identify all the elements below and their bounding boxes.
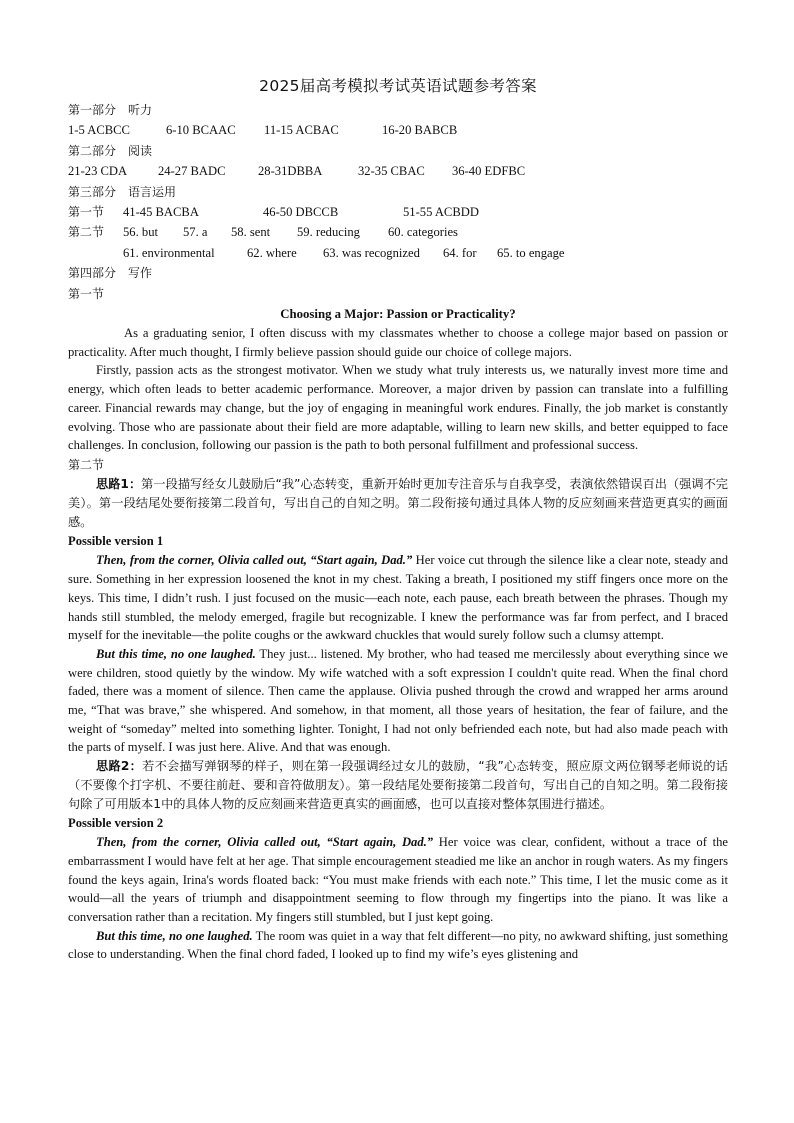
answer-group: 6-10 BCAAC (166, 123, 236, 138)
answer-group: 28-31DBBA (258, 164, 323, 179)
part2-heading: 第二部分 阅读 (68, 143, 153, 158)
part3-heading: 第三部分 语言运用 (68, 184, 177, 199)
answer-item: 64. for (443, 245, 477, 260)
answer-item: 65. to engage (497, 245, 565, 260)
idea-text: 若不会描写弹钢琴的样子，则在第一段强调经过女儿的鼓励，“我”心态转变，照应原文两位钢琴老师说的话（不要像个打字机、不要往前赶、要和音符做朋友）。第一段结尾处要衔接第二段首句，写出自己的自知之明。第二段衔接句除了可用版本1中的具体人物的反应刻画来营造更真实的画面感，也可以直接对整体氛围进行描述。 (68, 759, 728, 812)
story-paragraph (68, 833, 728, 927)
essay-paragraph: Firstly, passion acts as the strongest motivator. When we study what truly interests us, we naturally invest more time and energy, which often leads to better academic performance. Moreover, a major driven by passion can translate into a fulfilling career. Financial rewards may change, but the joy of engaging in meaningful work endures. Finally, the job market is constantly evolving. Those who are passionate about their field are more adaptable, willing to learn new skills, and better equipped to face challenges. In conclusion, following our passion is the path to both personal fulfillment and professional success. (68, 363, 728, 453)
part3-section1 (68, 202, 728, 222)
answer-key-page (68, 74, 728, 964)
answer-group: 51-55 ACBDD (403, 205, 479, 220)
paragraph-body: Her voice was clear, confident, without a trace of the embarrassment I would have felt at her age. That simple encouragement steadied me like an anchor in rough waters. As my fingers found the keys again, Irina's words floated back: “You must make friends with each note.” This time, I let the music come as it would—all the years of triumph and disappointment seeming to flow through my fingertips into the piano. It was like a conversation rather than a recitation. My fingers still stumbled, but I just kept going. (68, 835, 728, 924)
answer-item: 63. was recognized (323, 245, 420, 260)
idea-text: 第一段描写经女儿鼓励后“我”心态转变，重新开始时更加专注音乐与自我享受，表演依然错误百出（强调不完美）。第一段结尾处要衔接第二段首句，写出自己的自知之明。第二段衔接句通过具体人物的反应刻画来营造更真实的画面感。 (68, 477, 728, 530)
idea-note (68, 475, 728, 532)
section-label: 第二节 (68, 457, 105, 472)
part2-answers (68, 161, 728, 181)
answer-group: 36-40 EDFBC (452, 164, 526, 179)
essay-paragraph: As a graduating senior, I often discuss with my classmates whether to choose a college major based on passion or practicality. After much thought, I firmly believe passion should guide our choice of college majors. (68, 326, 728, 359)
answer-group: 1-5 ACBCC (68, 123, 130, 138)
answer-item: 58. sent (231, 225, 271, 240)
version-label: Possible version 2 (68, 816, 164, 831)
section-label: 第一节 (68, 286, 105, 301)
answer-item: 60. categories (388, 225, 458, 240)
answer-group: 16-20 BABCB (382, 123, 458, 138)
answer-item: 61. environmental (123, 245, 215, 260)
answer-item: 57. a (183, 225, 208, 240)
paragraph-body: They just... listened. My brother, who had teased me mercilessly about everything since we were children, stood quietly by the window. My wife watched with a soft expression I couldn't quite read. When the final chord faded, there was a moment of silence. Then came the applause. Olivia pushed through the crowd and wrapped her arms around me, “That was brave,” she whispered. And somehow, in that moment, all those years of hesitation, the fear of failure, and the weight of “someday” melted into something lighter. Tonight, I had not only befriended each note, but had also made peach with the parts of myself. I was just here. Alive. And that was enough. (68, 646, 728, 755)
story-paragraph (68, 645, 728, 757)
section-label: 第一节 (68, 205, 105, 220)
paragraph-body: Her voice cut through the silence like a clear note, steady and sure. Something in her expression loosened the knot in my chest. Taking a breath, I positioned my stiff fingers once more on the keys. This time, I didn’t rush. I just focused on the music—each note, each pause, each breath between the phrases. Though my hands still stumbled, the melody emerged, fragile but recognizable. I knew the performance was far from perfect, and I braced myself for the inevitable—the polite coughs or the awkward chuckles that would surely follow such a clumsy attempt. (68, 553, 728, 643)
lead-sentence: Then, from the corner, Olivia called out, “Start again, Dad.” (96, 835, 434, 850)
part4-heading: 第四部分 写作 (68, 266, 153, 281)
answer-item: 62. where (247, 245, 297, 260)
answer-group: 24-27 BADC (158, 164, 226, 179)
part3-section2-row2 (68, 243, 728, 263)
part1-heading: 第一部分 听力 (68, 103, 153, 117)
idea-note (68, 757, 728, 814)
lead-sentence: But this time, no one laughed. (96, 646, 256, 661)
answer-group: 46-50 DBCCB (263, 205, 339, 220)
answer-group: 21-23 CDA (68, 164, 128, 179)
idea-label: 思路1： (96, 477, 142, 492)
lead-sentence: Then, from the corner, Olivia called out, “Start again, Dad.” (96, 553, 413, 568)
story-paragraph (68, 927, 728, 964)
answer-group: 32-35 CBAC (358, 164, 425, 179)
essay-title: Choosing a Major: Passion or Practicality? (280, 307, 516, 322)
page-title: 2025届高考模拟考试英语试题参考答案 (259, 77, 537, 95)
answer-group: 11-15 ACBAC (264, 123, 339, 138)
story-paragraph (68, 551, 728, 645)
idea-label: 思路2： (96, 759, 143, 774)
paragraph-body: The room was quiet in a way that felt different—no pity, no awkward shifting, just something close to understanding. When the final chord faded, I looked up to find my wife’s eyes glistening and (68, 928, 728, 962)
version-label: Possible version 1 (68, 534, 164, 549)
answer-group: 41-45 BACBA (123, 205, 199, 220)
lead-sentence: But this time, no one laughed. (96, 928, 253, 943)
part1-answers (68, 120, 728, 140)
answer-item: 56. but (123, 225, 158, 240)
section-label: 第二节 (68, 225, 105, 240)
part3-section2-row1 (68, 222, 728, 242)
answer-item: 59. reducing (297, 225, 360, 240)
